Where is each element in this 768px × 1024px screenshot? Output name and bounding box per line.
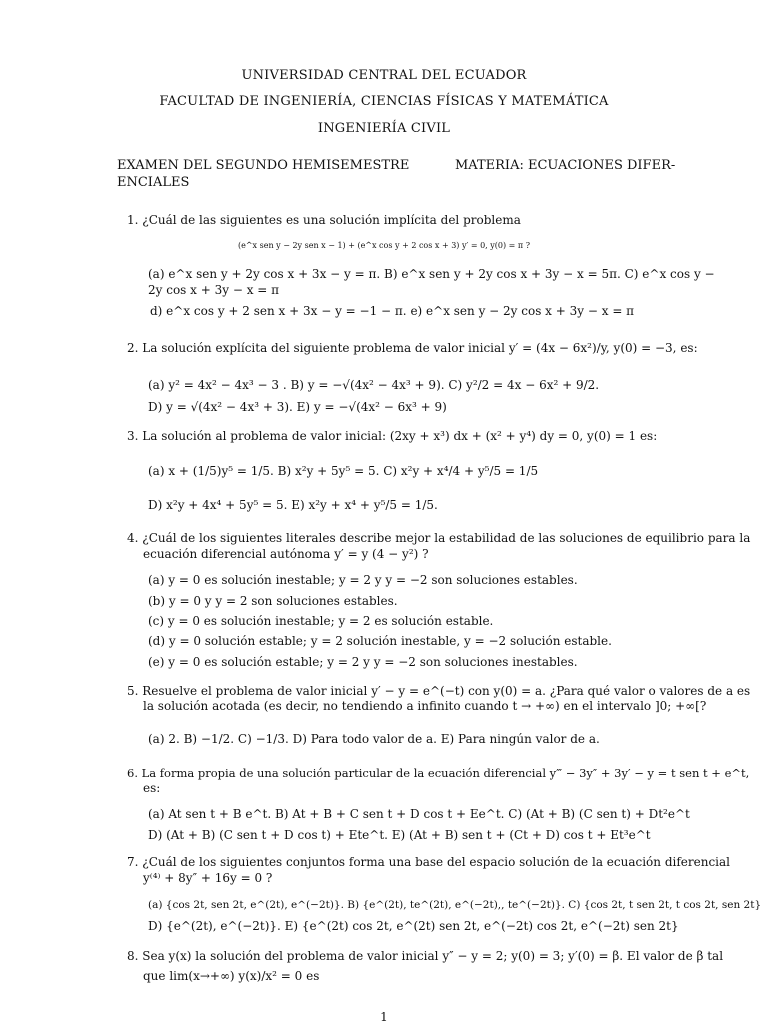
career-name: INGENIERÍA CIVIL bbox=[317, 121, 451, 136]
question-5-options: (a) 2. B) −1/2. C) −1/3. D) Para todo valor de a. E) Para ningún valor de a. bbox=[148, 732, 600, 746]
question-1-equation: (e^x sen y − 2y sen x − 1) + (e^x cos y + 2 cos x + 3) y′ = 0, y(0) = π ? bbox=[238, 241, 530, 250]
question-4-option-d: (d) y = 0 solución estable; y = 2 solución inestable, y = −2 solución estable. bbox=[148, 634, 612, 648]
question-3-statement: 3. La solución al problema de valor inicial: (2xy + x³) dx + (x² + y⁴) dy = 0, y(0) = 1 es: bbox=[127, 429, 658, 443]
exam-title: EXAMEN DEL SEGUNDO HEMISEMESTRE bbox=[117, 158, 410, 173]
question-6-options-line-1: (a) At sen t + B e^t. B) At + B + C sen t + D cos t + Ee^t. C) (At + B) (C sen t) + Dt²e^t bbox=[148, 807, 690, 821]
question-1-statement: 1. ¿Cuál de las siguientes es una solución implícita del problema bbox=[127, 213, 521, 227]
university-name: UNIVERSIDAD CENTRAL DEL ECUADOR bbox=[241, 68, 527, 83]
question-3-options-line-2: D) x²y + 4x⁴ + 5y⁵ = 5. E) x²y + x⁴ + y⁵/5 = 1/5. bbox=[148, 498, 438, 512]
question-2-options-line-1: (a) y² = 4x² − 4x³ − 3 . B) y = −√(4x² − 4x³ + 9). C) y²/2 = 4x − 6x² + 9/2. bbox=[148, 378, 600, 392]
question-6-statement-line-1: 6. La forma propia de una solución particular de la ecuación diferencial y‴ − 3y″ + 3y′ − y = t sen t + e^t, bbox=[127, 766, 750, 780]
question-8-statement-line-1: 8. Sea y(x) la solución del problema de valor inicial y″ − y = 2; y(0) = 3; y′(0) = β. El valor de β tal bbox=[127, 949, 724, 963]
question-4-option-e: (e) y = 0 es solución estable; y = 2 y y = −2 son soluciones inestables. bbox=[148, 655, 578, 669]
question-7-options-line-1: (a) {cos 2t, sen 2t, e^(2t), e^(−2t)}. B) {e^(2t), te^(2t), e^(−2t),, te^(−2t)}. C) {cos 2t, t sen 2t, t cos 2t, sen 2t} bbox=[148, 899, 762, 911]
question-7-options-line-2: D) {e^(2t), e^(−2t)}. E) {e^(2t) cos 2t, e^(2t) sen 2t, e^(−2t) cos 2t, e^(−2t) sen 2t} bbox=[148, 919, 679, 933]
question-3-options-line-1: (a) x + (1/5)y⁵ = 1/5. B) x²y + 5y⁵ = 5. C) x²y + x⁴/4 + y⁵/5 = 1/5 bbox=[148, 464, 539, 478]
question-1-options-line-2: 2y cos x + 3y − x = π bbox=[148, 283, 280, 297]
question-7-statement-line-2: y⁽⁴⁾ + 8y″ + 16y = 0 ? bbox=[143, 871, 273, 885]
subject-title: MATERIA: ECUACIONES DIFER- bbox=[455, 158, 676, 173]
question-2-statement: 2. La solución explícita del siguiente problema de valor inicial y′ = (4x − 6x²)/y, y(0) = −3, es: bbox=[127, 341, 698, 355]
question-8-statement-line-2: que lim(x→+∞) y(x)/x² = 0 es bbox=[143, 969, 320, 983]
question-2-options-line-2: D) y = √(4x² − 4x³ + 3). E) y = −√(4x² − 6x³ + 9) bbox=[148, 400, 447, 414]
question-1-options-line-3: d) e^x cos y + 2 sen x + 3x − y = −1 − π. e) e^x sen y − 2y cos x + 3y − x = π bbox=[150, 304, 635, 318]
question-6-options-line-2: D) (At + B) (C sen t + D cos t) + Ete^t. E) (At + B) sen t + (Ct + D) cos t + Et³e^t bbox=[148, 828, 651, 842]
question-1-options-line-1: (a) e^x sen y + 2y cos x + 3x − y = π. B) e^x sen y + 2y cos x + 3y − x = 5π. C) e^x cos y − bbox=[148, 267, 715, 281]
exam-title-block bbox=[117, 158, 677, 190]
question-4-statement-line-1: 4. ¿Cuál de los siguientes literales describe mejor la estabilidad de las soluciones de equilibrio para la bbox=[127, 531, 751, 545]
question-4-statement-line-2: ecuación diferencial autónoma y′ = y (4 − y²) ? bbox=[143, 547, 429, 561]
faculty-name: FACULTAD DE INGENIERÍA, CIENCIAS FÍSICAS Y MATEMÁTICA bbox=[159, 94, 609, 109]
question-5-statement-line-1: 5. Resuelve el problema de valor inicial y′ − y = e^(−t) con y(0) = a. ¿Para qué valor o valores de a es bbox=[127, 684, 751, 698]
subject-title-continuation: ENCIALES bbox=[117, 175, 190, 190]
question-4-option-c: (c) y = 0 es solución inestable; y = 2 es solución estable. bbox=[148, 614, 494, 628]
question-7-statement-line-1: 7. ¿Cuál de los siguientes conjuntos forma una base del espacio solución de la ecuación diferencial bbox=[127, 855, 730, 869]
page-number: 1 bbox=[380, 1010, 388, 1024]
question-5-statement-line-2: la solución acotada (es decir, no tendiendo a infinito cuando t → +∞) en el intervalo ]0; +∞[? bbox=[143, 699, 707, 713]
question-4-option-b: (b) y = 0 y y = 2 son soluciones estables. bbox=[148, 594, 398, 608]
question-4-option-a: (a) y = 0 es solución inestable; y = 2 y y = −2 son soluciones estables. bbox=[148, 573, 578, 587]
question-6-statement-line-2: es: bbox=[143, 781, 161, 795]
